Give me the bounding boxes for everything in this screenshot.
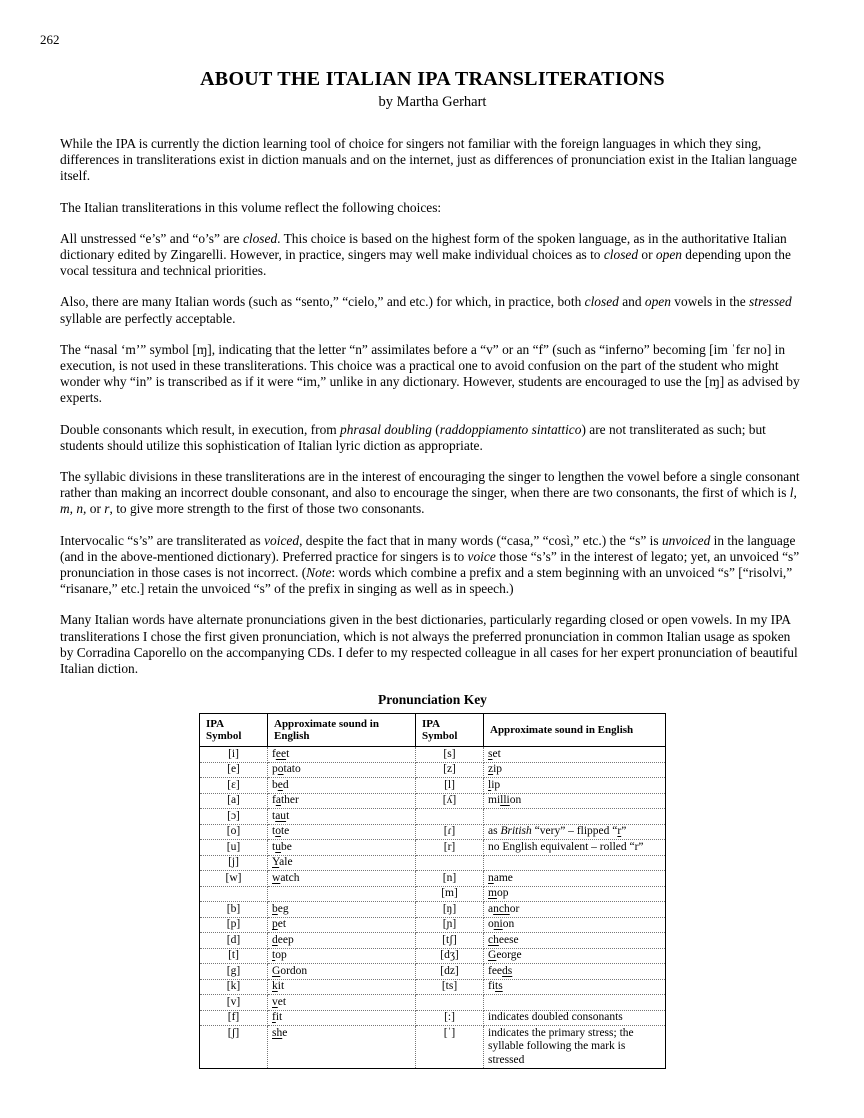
ipa-symbol-cell: [tʃ] <box>416 933 484 949</box>
sound-cell: father <box>268 793 416 809</box>
ipa-symbol-cell: [b] <box>200 902 268 918</box>
ipa-symbol-cell: [e] <box>200 762 268 778</box>
ipa-symbol-cell: [g] <box>200 964 268 980</box>
sound-cell: anchor <box>484 902 666 918</box>
sound-cell: potato <box>268 762 416 778</box>
paragraph: The syllabic divisions in these transliterations are in the interest of encouraging the singer to lengthen the vowel before a single consonant rather than making an incorrect double consonant, and also to encourage the singer, when there are two consonants, the first of which is l, m, n, or r, to give more strength to the first of those two consonants. <box>60 469 800 517</box>
ipa-symbol-cell: [u] <box>200 840 268 856</box>
sound-cell <box>268 886 416 902</box>
table-row <box>200 778 666 794</box>
sound-cell: George <box>484 948 666 964</box>
table-row <box>200 855 666 871</box>
table-row <box>200 995 666 1011</box>
table-row <box>200 1010 666 1026</box>
table-row <box>200 917 666 933</box>
sound-cell: deep <box>268 933 416 949</box>
paragraph: Intervocalic “s’s” are transliterated as voiced, despite the fact that in many words (“casa,” “così,” etc.) the “s” is unvoiced in the language (and in the above-mentioned dictionary). Preferred practice for singers is to voice those “s’s” in the interest of legato; yet, an unvoiced “s” pronunciation in those cases is not incorrect. (Note: words which combine a prefix and a stem beginning with an unvoiced “s” [“risolvi,” “risanare,” etc.] retain the unvoiced “s” of the prefix in singing as well as in speech.) <box>60 532 800 597</box>
table-row <box>200 902 666 918</box>
ipa-symbol-cell <box>416 855 484 871</box>
ipa-symbol-cell: [r] <box>416 840 484 856</box>
ipa-symbol-cell: [a] <box>200 793 268 809</box>
ipa-symbol-cell: [ʃ] <box>200 1026 268 1069</box>
table-row <box>200 809 666 825</box>
sound-cell: zip <box>484 762 666 778</box>
ipa-symbol-cell: [m] <box>416 886 484 902</box>
sound-cell: bed <box>268 778 416 794</box>
sound-cell <box>484 995 666 1011</box>
sound-cell: as British “very” – flipped “r” <box>484 824 666 840</box>
ipa-symbol-cell: [ˈ] <box>416 1026 484 1069</box>
sound-cell: she <box>268 1026 416 1069</box>
page-title: ABOUT THE ITALIAN IPA TRANSLITERATIONS <box>200 68 665 90</box>
sound-cell: Gordon <box>268 964 416 980</box>
ipa-symbol-cell: [j] <box>200 855 268 871</box>
sound-cell: indicates the primary stress; the syllable following the mark is stressed <box>484 1026 666 1069</box>
column-header: IPA Symbol <box>416 714 484 747</box>
table-row <box>200 979 666 995</box>
sound-cell: feet <box>268 747 416 763</box>
sound-cell: onion <box>484 917 666 933</box>
sound-cell: feeds <box>484 964 666 980</box>
ipa-symbol-cell: [:] <box>416 1010 484 1026</box>
paragraph: Double consonants which result, in execution, from phrasal doubling (raddoppiamento sintattico) are not transliterated as such; but students should utilize this sophistication of Italian lyric diction as appropriate. <box>60 421 766 453</box>
ipa-symbol-cell: [ŋ] <box>416 902 484 918</box>
sound-cell: million <box>484 793 666 809</box>
paragraph: While the IPA is currently the diction learning tool of choice for singers not familiar with the foreign languages in which they sing, differences in transliterations exist in diction manuals and on the internet, just as differences of pronunciation exist in the Italian language itself. <box>60 136 797 184</box>
table-row <box>200 747 666 763</box>
sound-cell: indicates doubled consonants <box>484 1010 666 1026</box>
sound-cell: mop <box>484 886 666 902</box>
ipa-symbol-cell: [dz] <box>416 964 484 980</box>
table-row <box>200 824 666 840</box>
sound-cell: taut <box>268 809 416 825</box>
paragraph: All unstressed “e’s” and “o’s” are closed. This choice is based on the highest form of the spoken language, as in the authoritative Italian dictionary edited by Zingarelli. However, in practice, singers may well make individual choices as to closed or open depending upon the vocal tessitura and technical priorities. <box>60 230 791 279</box>
ipa-symbol-cell: [z] <box>416 762 484 778</box>
ipa-symbol-cell: [l] <box>416 778 484 794</box>
body-paragraphs <box>60 136 805 677</box>
paragraph: The “nasal ‘m’” symbol [ɱ], indicating that the letter “n” assimilates before a “v” or an “f” (such as “inferno” becoming [im ˈfɛr no] in execution, is not used in these transliterations. This choice was a practical one to avoid confusion on the part of the student who might wonder why “in” is transcribed as if it were “im,” unlike in any dictionary. However, students are encouraged to use the [ɱ] as advised by experts. <box>60 341 800 406</box>
paragraph: Also, there are many Italian words (such as “sento,” “cielo,” and etc.) for which, in practice, both closed and open vowels in the stressed syllable are perfectly acceptable. <box>60 294 792 326</box>
sound-cell: watch <box>268 871 416 887</box>
table-row <box>200 1026 666 1069</box>
byline: by Martha Gerhart <box>378 94 487 110</box>
table-row <box>200 840 666 856</box>
ipa-symbol-cell: [s] <box>416 747 484 763</box>
ipa-symbol-cell: [p] <box>200 917 268 933</box>
column-header: Approximate sound in English <box>268 714 416 747</box>
table-row <box>200 964 666 980</box>
table-row <box>200 762 666 778</box>
sound-cell: tube <box>268 840 416 856</box>
ipa-symbol-cell: [i] <box>200 747 268 763</box>
pronunciation-key-table <box>199 713 666 1069</box>
sound-cell: kit <box>268 979 416 995</box>
pronunciation-key-title: Pronunciation Key <box>378 692 487 708</box>
ipa-symbol-cell: [ɛ] <box>200 778 268 794</box>
sound-cell: set <box>484 747 666 763</box>
sound-cell: no English equivalent – rolled “r” <box>484 840 666 856</box>
ipa-symbol-cell: [ɾ] <box>416 824 484 840</box>
sound-cell: name <box>484 871 666 887</box>
ipa-symbol-cell: [w] <box>200 871 268 887</box>
sound-cell: top <box>268 948 416 964</box>
sound-cell <box>484 809 666 825</box>
ipa-symbol-cell <box>200 886 268 902</box>
ipa-symbol-cell <box>416 809 484 825</box>
sound-cell: Yale <box>268 855 416 871</box>
ipa-symbol-cell <box>416 995 484 1011</box>
ipa-symbol-cell: [o] <box>200 824 268 840</box>
ipa-symbol-cell: [t] <box>200 948 268 964</box>
ipa-symbol-cell: [dʒ] <box>416 948 484 964</box>
sound-cell: lip <box>484 778 666 794</box>
table-row <box>200 933 666 949</box>
ipa-symbol-cell: [ts] <box>416 979 484 995</box>
sound-cell: vet <box>268 995 416 1011</box>
sound-cell: cheese <box>484 933 666 949</box>
ipa-symbol-cell: [ɔ] <box>200 809 268 825</box>
table-row <box>200 886 666 902</box>
paragraph: The Italian transliterations in this volume reflect the following choices: <box>60 199 442 215</box>
sound-cell: tote <box>268 824 416 840</box>
ipa-symbol-cell: [n] <box>416 871 484 887</box>
sound-cell: fits <box>484 979 666 995</box>
ipa-symbol-cell: [ʎ] <box>416 793 484 809</box>
column-header: IPA Symbol <box>200 714 268 747</box>
sound-cell: fit <box>268 1010 416 1026</box>
paragraph: Many Italian words have alternate pronunciations given in the best dictionaries, particularly regarding closed or open vowels. In my IPA transliterations I chose the first given pronunciation, which is not always the preferred pronunciation in common Italian usage as spoken by Corradina Caporello on the accompanying CDs. I defer to my respected colleague in all cases for her expert pronunciation of beautiful Italian diction. <box>60 612 798 677</box>
sound-cell: beg <box>268 902 416 918</box>
table-row <box>200 871 666 887</box>
table-header-row <box>200 714 666 747</box>
table-row <box>200 948 666 964</box>
pronunciation-table-body <box>200 747 666 1069</box>
ipa-symbol-cell: [v] <box>200 995 268 1011</box>
ipa-symbol-cell: [f] <box>200 1010 268 1026</box>
ipa-symbol-cell: [k] <box>200 979 268 995</box>
table-row <box>200 793 666 809</box>
page-number: 262 <box>40 32 60 47</box>
sound-cell: pet <box>268 917 416 933</box>
ipa-symbol-cell: [d] <box>200 933 268 949</box>
sound-cell <box>484 855 666 871</box>
column-header: Approximate sound in English <box>484 714 666 747</box>
ipa-symbol-cell: [ɲ] <box>416 917 484 933</box>
